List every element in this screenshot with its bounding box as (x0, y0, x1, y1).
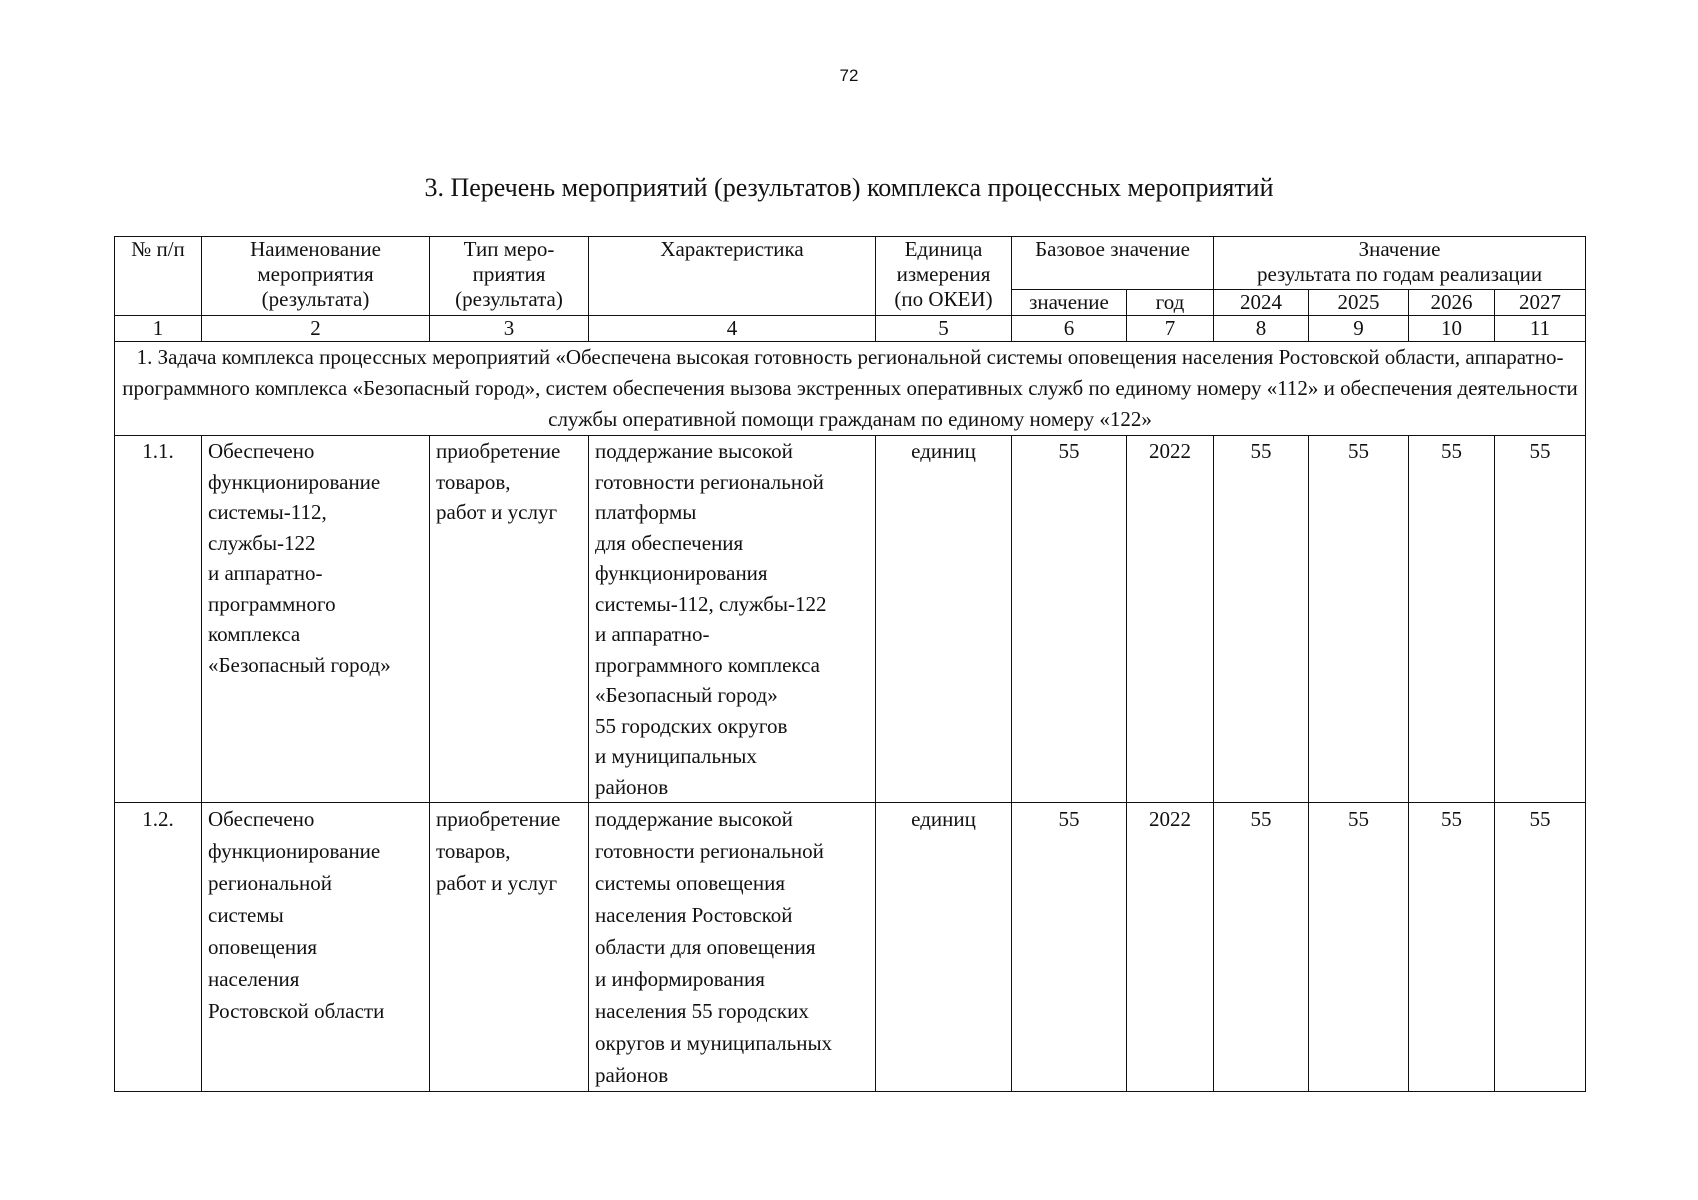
header-result-values: Значение результата по годам реализации (1214, 237, 1586, 290)
row-characteristic: поддержание высокой готовности региональной платформы для обеспечения функционирования системы-112, службы-122 и аппаратно- программного комплекса «Безопасный город» 55 городских округов и муниципальных районов (589, 436, 876, 803)
header-base-value-year: год (1127, 290, 1214, 316)
column-number: 2 (202, 316, 430, 342)
row-value-2025: 55 (1309, 436, 1409, 803)
row-num: 1.2. (115, 803, 202, 1092)
task-text: 1. Задача комплекса процессных мероприятий «Обеспечена высокая готовность региональной системы оповещения населения Ростовской области, аппаратно-программного комплекса «Безопасный город», систем обеспечения вызова экстренных оперативных служб по единому номеру «112» и обеспечения деятельности службы оперативной помощи гражданам по единому номеру «122» (115, 342, 1586, 436)
column-number: 3 (430, 316, 589, 342)
row-value-2026: 55 (1409, 436, 1495, 803)
table-row (115, 803, 1586, 1092)
row-unit: единиц (876, 436, 1012, 803)
row-base-year: 2022 (1127, 436, 1214, 803)
table-row (115, 436, 1586, 803)
row-name: Обеспечено функционирование системы-112, службы-122 и аппаратно- программного комплекса «Безопасный город» (202, 436, 430, 803)
column-number: 10 (1409, 316, 1495, 342)
column-number-row (115, 316, 1586, 342)
row-value-2026: 55 (1409, 803, 1495, 1092)
header-characteristic: Характеристика (589, 237, 876, 316)
measures-table (114, 236, 1586, 1092)
task-row (115, 342, 1586, 436)
column-number: 5 (876, 316, 1012, 342)
header-name: Наименование мероприятия (результата) (202, 237, 430, 316)
row-unit: единиц (876, 803, 1012, 1092)
row-characteristic: поддержание высокой готовности региональной системы оповещения населения Ростовской области для оповещения и информирования населения 55 городских округов и муниципальных районов (589, 803, 876, 1092)
header-base-value: Базовое значение (1012, 237, 1214, 290)
header-num: № п/п (115, 237, 202, 316)
column-number: 6 (1012, 316, 1127, 342)
section-title: 3. Перечень мероприятий (результатов) комплекса процессных мероприятий (424, 173, 1274, 202)
header-unit: Единица измерения (по ОКЕИ) (876, 237, 1012, 316)
header-year-2025: 2025 (1309, 290, 1409, 316)
header-year-2026: 2026 (1409, 290, 1495, 316)
row-type: приобретение товаров, работ и услуг (430, 436, 589, 803)
row-base-value: 55 (1012, 803, 1127, 1092)
row-value-2027: 55 (1495, 436, 1586, 803)
row-num: 1.1. (115, 436, 202, 803)
column-number: 1 (115, 316, 202, 342)
column-number: 8 (1214, 316, 1309, 342)
column-number: 4 (589, 316, 876, 342)
column-number: 11 (1495, 316, 1586, 342)
row-value-2024: 55 (1214, 803, 1309, 1092)
page-number: 72 (839, 66, 859, 85)
header-base-value-value: значение (1012, 290, 1127, 316)
row-value-2027: 55 (1495, 803, 1586, 1092)
row-value-2025: 55 (1309, 803, 1409, 1092)
row-type: приобретение товаров, работ и услуг (430, 803, 589, 1092)
row-base-value: 55 (1012, 436, 1127, 803)
column-number: 9 (1309, 316, 1409, 342)
header-year-2024: 2024 (1214, 290, 1309, 316)
row-value-2024: 55 (1214, 436, 1309, 803)
header-type: Тип меро- приятия (результата) (430, 237, 589, 316)
column-number: 7 (1127, 316, 1214, 342)
row-name: Обеспечено функционирование региональной системы оповещения населения Ростовской области (202, 803, 430, 1092)
header-year-2027: 2027 (1495, 290, 1586, 316)
row-base-year: 2022 (1127, 803, 1214, 1092)
